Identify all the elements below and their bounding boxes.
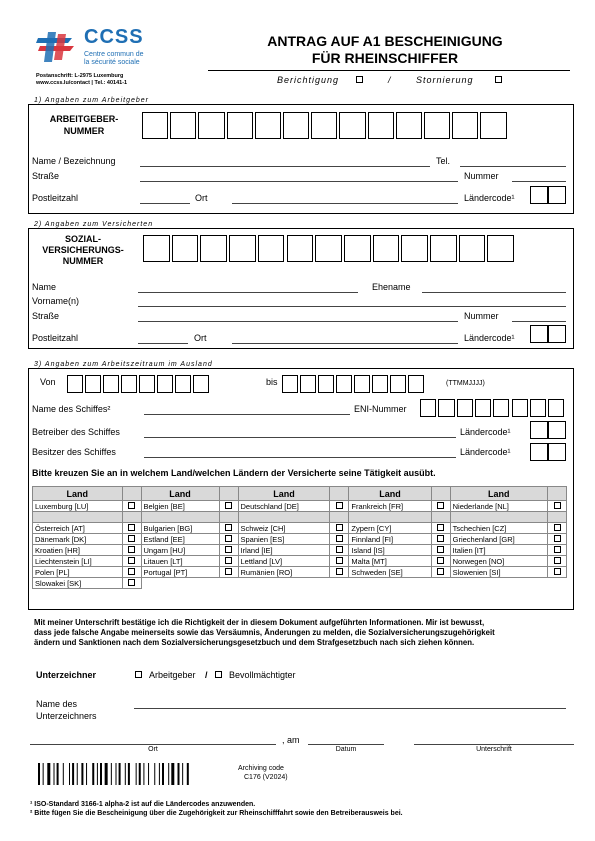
barcode-bar — [159, 763, 160, 785]
insured-firstname-field[interactable] — [138, 306, 566, 307]
form-title-line-2: FÜR RHEINSCHIFFER — [311, 50, 459, 66]
period-to-digit-box[interactable] — [408, 375, 424, 393]
declaration-line-2: dass jede falsche Angabe meinerseits sowie das Versäumnis, Änderungen zu melden, die Sozialversicherungszugehörigkeit — [34, 628, 495, 637]
country-name: Dänemark [DK] — [33, 534, 123, 545]
employer-name-label: Name / Bezeichnung — [32, 156, 116, 166]
ssn-digit-box[interactable] — [373, 235, 400, 262]
country-checkbox[interactable] — [437, 524, 444, 531]
ssn-digit-box[interactable] — [430, 235, 457, 262]
barcode-bar — [139, 763, 141, 785]
barcode-bar — [178, 763, 180, 785]
country-checkbox[interactable] — [437, 502, 444, 509]
barcode-bar — [77, 763, 78, 785]
logo-sub-2: la sécurité sociale — [84, 59, 140, 66]
comma-am: , am — [282, 735, 300, 745]
employer-number-street-label: Nummer — [464, 171, 499, 181]
country-checkbox[interactable] — [437, 546, 444, 553]
section1-heading: 1) Angaben zum Arbeitgeber — [34, 97, 149, 104]
eni-digit-box[interactable] — [457, 399, 473, 417]
barcode-bar — [136, 763, 137, 785]
barcode-bar — [111, 763, 112, 785]
ssn-digit-box[interactable] — [487, 235, 514, 262]
period-to-digit-box[interactable] — [300, 375, 316, 393]
country-checkbox[interactable] — [554, 524, 561, 531]
country-checkbox[interactable] — [128, 568, 135, 575]
section3-heading: 3) Angaben zum Arbeitszeitraum im Ausland — [34, 361, 213, 368]
insured-postcode-label: Postleitzahl — [32, 333, 79, 343]
employer-number-digit-box[interactable] — [283, 112, 309, 139]
signatory-name-label-1: Name des — [36, 699, 78, 709]
country-name: Ungarn [HU] — [141, 545, 219, 556]
contact-address: www.ccss.lu/contact | Tel.: 40141-1 — [36, 80, 128, 86]
period-from-digit-box[interactable] — [175, 375, 191, 393]
country-name: Niederlande [NL] — [450, 501, 547, 512]
country-name: Island [IS] — [349, 545, 431, 556]
country-name: Malta [MT] — [349, 556, 431, 567]
berichtigung-label: Berichtigung — [277, 75, 340, 85]
country-checkbox[interactable] — [554, 546, 561, 553]
owner-countrycode-box-2[interactable] — [548, 443, 566, 461]
period-to-digit-box[interactable] — [390, 375, 406, 393]
stornierung-label: Stornierung — [416, 75, 474, 85]
ssn-digit-box[interactable] — [200, 235, 227, 262]
col-header-land: Land — [141, 487, 219, 501]
title-underline — [208, 70, 570, 71]
country-checkbox[interactable] — [336, 557, 343, 564]
employer-city-label: Ort — [195, 193, 208, 203]
archiving-code-value: C176 (V2024) — [244, 774, 288, 781]
representative-checkbox[interactable] — [215, 671, 222, 678]
ssn-digit-box[interactable] — [229, 235, 256, 262]
employer-signatory-checkbox[interactable] — [135, 671, 142, 678]
country-name: Estland [EE] — [141, 534, 219, 545]
employer-number-digit-box[interactable] — [396, 112, 422, 139]
ssn-digit-box[interactable] — [172, 235, 199, 262]
country-name: Rumänien [RO] — [238, 567, 330, 578]
country-name: Finnland [FI] — [349, 534, 431, 545]
period-from-digit-box[interactable] — [103, 375, 119, 393]
employer-number-digit-box[interactable] — [198, 112, 224, 139]
barcode-bar — [116, 763, 117, 785]
date-field[interactable] — [308, 744, 384, 745]
signature-caption: Unterschrift — [476, 746, 512, 753]
signature-field[interactable] — [414, 744, 574, 745]
ship-name-field[interactable] — [144, 414, 350, 415]
table-row — [33, 545, 567, 556]
employer-city-field[interactable] — [232, 203, 458, 204]
barcode-bar — [81, 763, 83, 785]
country-checkbox[interactable] — [225, 546, 232, 553]
barcode-bar — [57, 763, 59, 785]
barcode-bar — [105, 763, 108, 785]
eni-digit-box[interactable] — [530, 399, 546, 417]
employer-number-digit-box[interactable] — [480, 112, 506, 139]
declaration-line-1: Mit meiner Unterschrift bestätige ich die Richtigkeit der in diesem Dokument aufgeführten Informationen. Mir ist bewusst, — [34, 618, 485, 627]
country-name: Norwegen [NO] — [450, 556, 547, 567]
country-name: Tschechien [CZ] — [450, 523, 547, 534]
insured-postcode-field[interactable] — [138, 343, 188, 344]
country-name: Bulgarien [BG] — [141, 523, 219, 534]
country-checkbox[interactable] — [225, 524, 232, 531]
country-checkbox[interactable] — [554, 568, 561, 575]
ssn-digit-box[interactable] — [459, 235, 486, 262]
employer-number-digit-box[interactable] — [368, 112, 394, 139]
eni-digit-box[interactable] — [475, 399, 491, 417]
ccss-logo — [34, 28, 159, 72]
country-checkbox[interactable] — [554, 502, 561, 509]
col-header-land: Land — [33, 487, 123, 501]
country-name: Griechenland [GR] — [450, 534, 547, 545]
country-name: Schweden [SE] — [349, 567, 431, 578]
barcode-bar — [63, 763, 64, 785]
employer-countrycode-box-1[interactable] — [530, 186, 548, 204]
employer-housenumber-field[interactable] — [512, 181, 566, 182]
country-checkbox[interactable] — [336, 535, 343, 542]
ssn-label-3: NUMMER — [62, 256, 104, 266]
barcode-bar — [143, 763, 144, 785]
period-from-label: Von — [40, 377, 56, 387]
insured-married-name-field[interactable] — [422, 292, 566, 293]
country-checkbox[interactable] — [437, 557, 444, 564]
ssn-label-2: VERSICHERUNGS- — [42, 245, 124, 255]
table-row — [33, 523, 567, 534]
signatory-slash: / — [205, 670, 208, 680]
stornierung-checkbox[interactable] — [495, 76, 502, 83]
place-caption: Ort — [148, 746, 158, 753]
country-checkbox[interactable] — [225, 568, 232, 575]
country-checkbox[interactable] — [336, 546, 343, 553]
country-name: Österreich [AT] — [33, 523, 123, 534]
ship-owner-field[interactable] — [144, 457, 456, 458]
form-title-line-1: ANTRAG AUF A1 BESCHEINIGUNG — [267, 33, 503, 49]
ship-name-label: Name des Schiffes² — [32, 404, 111, 414]
insured-city-label: Ort — [194, 333, 207, 343]
country-name: Irland [IE] — [238, 545, 330, 556]
barcode-bar — [162, 763, 164, 785]
place-field[interactable] — [30, 744, 276, 745]
barcode-bar — [43, 763, 44, 785]
footnote-2: ² Bitte fügen Sie die Bescheinigung über die Zugehörigkeit zur Rheinschifffahrt sowie den Betreiberausweis bei. — [30, 810, 403, 817]
country-table — [32, 486, 567, 589]
section2-heading: 2) Angaben zum Versicherten — [34, 221, 154, 228]
country-name: Spanien [ES] — [238, 534, 330, 545]
employer-tel-field[interactable] — [460, 166, 566, 167]
barcode-bar — [125, 763, 126, 785]
ssn-digit-box[interactable] — [344, 235, 371, 262]
barcode-bar — [119, 763, 121, 785]
ship-operator-field[interactable] — [144, 437, 456, 438]
barcode-bar — [182, 763, 183, 785]
ssn-digit-box[interactable] — [401, 235, 428, 262]
col-header-land: Land — [238, 487, 330, 501]
country-name: Portugal [PT] — [141, 567, 219, 578]
signatory-name-label-2: Unterzeichners — [36, 711, 97, 721]
table-row — [33, 578, 567, 589]
eni-digit-box[interactable] — [493, 399, 509, 417]
signatory-name-field[interactable] — [134, 708, 566, 709]
declaration-line-3: ändern und Sanktionen nach dem Sozialversicherungsgesetzbuch und dem Strafgesetzbuch nach sich ziehen können. — [34, 638, 475, 647]
barcode-bar — [47, 763, 50, 785]
date-format-hint: (TTMMJJJJ) — [446, 380, 485, 387]
ship-operator-label: Betreiber des Schiffes — [32, 427, 120, 437]
employer-number-digit-box[interactable] — [311, 112, 337, 139]
country-checkbox[interactable] — [336, 502, 343, 509]
insured-housenumber-field[interactable] — [512, 321, 566, 322]
table-row — [33, 556, 567, 567]
owner-countrycode-label: Ländercode¹ — [460, 447, 511, 457]
employer-number-label-1: ARBEITGEBER- — [49, 114, 119, 124]
berichtigung-checkbox[interactable] — [356, 76, 363, 83]
barcode-bar — [38, 763, 40, 785]
employer-number-digit-box[interactable] — [170, 112, 196, 139]
insured-street-field[interactable] — [138, 321, 458, 322]
country-checkbox[interactable] — [225, 557, 232, 564]
country-checkbox[interactable] — [128, 557, 135, 564]
country-checkbox[interactable] — [128, 524, 135, 531]
barcode-bar — [69, 763, 70, 785]
header-slash: / — [388, 75, 391, 85]
period-from-digit-box[interactable] — [157, 375, 173, 393]
table-row — [33, 567, 567, 578]
period-to-digit-box[interactable] — [336, 375, 352, 393]
archiving-code-label: Archiving code — [238, 765, 284, 772]
operator-countrycode-box-1[interactable] — [530, 421, 548, 439]
ship-owner-label: Besitzer des Schiffes — [32, 447, 116, 457]
date-caption: Datum — [335, 746, 357, 753]
period-to-digit-box[interactable] — [318, 375, 334, 393]
postal-address: Postanschrift: L-2975 Luxemburg — [36, 73, 124, 79]
insured-countrycode-box-1[interactable] — [530, 325, 548, 343]
country-name: Polen [PL] — [33, 567, 123, 578]
footnote-1: ¹ ISO-Standard 3166-1 alpha-2 ist auf die Ländercodes anzuwenden. — [30, 801, 256, 808]
insured-name-label: Name — [32, 282, 57, 292]
representative-label: Bevollmächtigter — [229, 670, 296, 680]
employer-number-digit-box[interactable] — [227, 112, 253, 139]
table-row — [33, 501, 567, 512]
barcode-bar — [72, 763, 74, 785]
signatory-label: Unterzeichner — [36, 670, 97, 680]
col-header-land: Land — [349, 487, 431, 501]
barcode-bar — [154, 763, 155, 785]
barcode-bar — [128, 763, 130, 785]
logo-sub-1: Centre commun de — [84, 51, 144, 58]
insured-housenumber-label: Nummer — [464, 311, 499, 321]
ssn-digit-box[interactable] — [258, 235, 285, 262]
employer-street-label: Straße — [32, 171, 60, 181]
country-name: Frankreich [FR] — [349, 501, 431, 512]
employer-number-digit-box[interactable] — [142, 112, 168, 139]
country-checkbox[interactable] — [128, 502, 135, 509]
insured-name-field[interactable] — [138, 292, 358, 293]
country-checkbox[interactable] — [128, 546, 135, 553]
country-checkbox[interactable] — [225, 535, 232, 542]
country-instruction: Bitte kreuzen Sie an in welchem Land/welchen Ländern der Versicherte seine Tätigkeit ausübt. — [32, 468, 436, 478]
country-checkbox[interactable] — [437, 568, 444, 575]
employer-postcode-label: Postleitzahl — [32, 193, 79, 203]
period-from-digit-box[interactable] — [67, 375, 83, 393]
insured-married-name-label: Ehename — [372, 282, 411, 292]
logo-name: CCSS — [84, 26, 144, 48]
country-name: Italien [IT] — [450, 545, 547, 556]
country-name: Luxemburg [LU] — [33, 501, 123, 512]
barcode-bar — [187, 763, 189, 785]
eni-digit-box[interactable] — [512, 399, 528, 417]
country-checkbox[interactable] — [437, 535, 444, 542]
period-to-digit-box[interactable] — [354, 375, 370, 393]
employer-signatory-label: Arbeitgeber — [149, 670, 196, 680]
country-name: Lettland [LV] — [238, 556, 330, 567]
barcode — [38, 763, 212, 785]
employer-countrycode-box-2[interactable] — [548, 186, 566, 204]
period-from-digit-box[interactable] — [139, 375, 155, 393]
ssn-digit-box[interactable] — [287, 235, 314, 262]
employer-countrycode-label: Ländercode¹ — [464, 193, 515, 203]
period-from-digit-box[interactable] — [85, 375, 101, 393]
country-name: Slowenien [SI] — [450, 567, 547, 578]
logo-mark-icon — [34, 28, 78, 64]
barcode-bar — [54, 763, 55, 785]
eni-digit-box[interactable] — [438, 399, 454, 417]
period-from-digit-box[interactable] — [121, 375, 137, 393]
operator-countrycode-label: Ländercode¹ — [460, 427, 511, 437]
period-from-digit-box[interactable] — [193, 375, 209, 393]
barcode-bar — [171, 763, 174, 785]
employer-tel-label: Tel. — [436, 156, 451, 166]
country-name: Liechtenstein [LI] — [33, 556, 123, 567]
country-name: Slowakei [SK] — [33, 578, 123, 589]
country-checkbox[interactable] — [336, 524, 343, 531]
ssn-digit-box[interactable] — [143, 235, 170, 262]
table-row — [33, 534, 567, 545]
eni-digit-box[interactable] — [420, 399, 436, 417]
country-checkbox[interactable] — [128, 579, 135, 586]
barcode-bar — [92, 763, 94, 785]
employer-number-digit-box[interactable] — [339, 112, 365, 139]
eni-digit-box[interactable] — [548, 399, 564, 417]
insured-countrycode-label: Ländercode¹ — [464, 333, 515, 343]
period-to-digit-box[interactable] — [282, 375, 298, 393]
employer-number-digit-box[interactable] — [452, 112, 478, 139]
period-to-digit-box[interactable] — [372, 375, 388, 393]
country-name: Kroatien [HR] — [33, 545, 123, 556]
ssn-label-1: SOZIAL- — [65, 234, 101, 244]
insured-firstname-label: Vorname(n) — [32, 296, 80, 306]
barcode-bar — [97, 763, 98, 785]
country-checkbox[interactable] — [554, 535, 561, 542]
country-name: Deutschland [DE] — [238, 501, 330, 512]
ssn-digit-box[interactable] — [315, 235, 342, 262]
country-name: Schweiz [CH] — [238, 523, 330, 534]
employer-number-digit-box[interactable] — [424, 112, 450, 139]
country-name: Litauen [LT] — [141, 556, 219, 567]
period-to-label: bis — [266, 377, 278, 387]
country-name: Zypern [CY] — [349, 523, 431, 534]
eni-number-label: ENI-Nummer — [354, 404, 407, 414]
insured-countrycode-box-2[interactable] — [548, 325, 566, 343]
barcode-bar — [168, 763, 169, 785]
country-checkbox[interactable] — [336, 568, 343, 575]
country-checkbox[interactable] — [554, 557, 561, 564]
owner-countrycode-box-1[interactable] — [530, 443, 548, 461]
barcode-bar — [148, 763, 149, 785]
col-header-land: Land — [450, 487, 547, 501]
barcode-bar — [86, 763, 87, 785]
operator-countrycode-box-2[interactable] — [548, 421, 566, 439]
employer-postcode-field[interactable] — [140, 203, 190, 204]
employer-number-digit-box[interactable] — [255, 112, 281, 139]
country-checkbox[interactable] — [225, 502, 232, 509]
country-name: Belgien [BE] — [141, 501, 219, 512]
employer-name-field[interactable] — [140, 166, 430, 167]
insured-street-label: Straße — [32, 311, 60, 321]
barcode-bar — [100, 763, 102, 785]
employer-number-label-2: NUMMER — [63, 126, 105, 136]
country-checkbox[interactable] — [128, 535, 135, 542]
employer-street-field[interactable] — [140, 181, 458, 182]
insured-city-field[interactable] — [232, 343, 458, 344]
